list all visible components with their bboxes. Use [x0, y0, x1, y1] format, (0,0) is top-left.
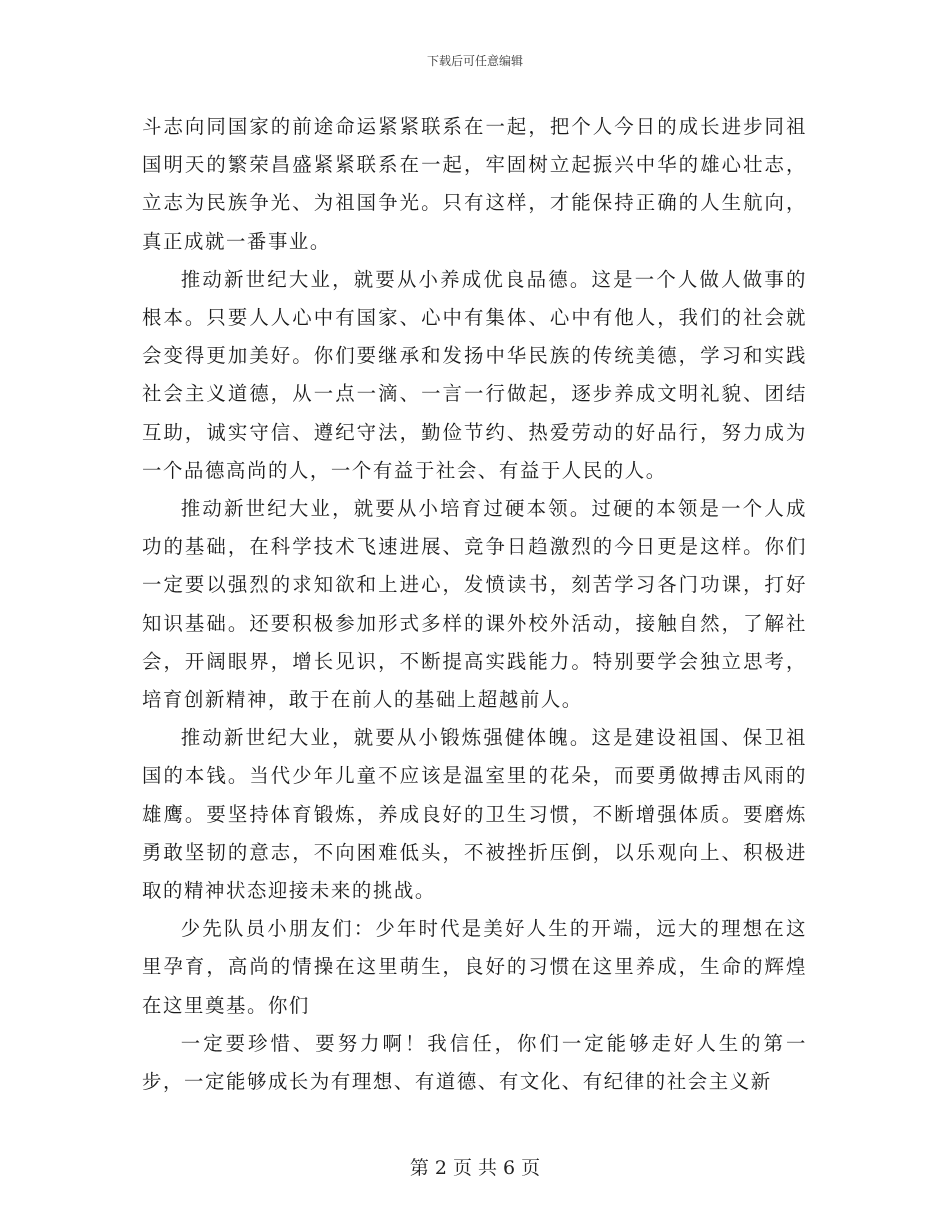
page-number-footer: 第 2 页 共 6 页 [409, 1157, 541, 1179]
document-body [142, 108, 807, 1101]
paragraph: 一定要珍惜、要努力啊！我信任，你们一定能够走好人生的第一步，一定能够成长为有理想、有道德、有文化、有纪律的社会主义新 [142, 1031, 807, 1094]
paragraph: 推动新世纪大业，就要从小养成优良品德。这是一个人做人做事的根本。只要人人心中有国家、心中有集体、心中有他人，我们的社会就会变得更加美好。你们要继承和发扬中华民族的传统美德，学习和实践社会主义道德，从一点一滴、一言一行做起，逐步养成文明礼貌、团结互助，诚实守信、遵纪守法，勤俭节约、热爱劳动的好品行，努力成为一个品德高尚的人，一个有益于社会、有益于人民的人。 [142, 267, 807, 482]
paragraph: 斗志向同国家的前途命运紧紧联系在一起，把个人今日的成长进步同祖国明天的繁荣昌盛紧紧联系在一起，牢固树立起振兴中华的雄心壮志，立志为民族争光、为祖国争光。只有这样，才能保持正确的人生航向，真正成就一番事业。 [142, 115, 807, 253]
paragraph: 少先队员小朋友们：少年时代是美好人生的开端，远大的理想在这里孕育，高尚的情操在这里萌生，良好的习惯在这里养成，生命的辉煌在这里奠基。你们 [142, 917, 807, 1017]
paragraph: 推动新世纪大业，就要从小锻炼强健体魄。这是建设祖国、保卫祖国的本钱。当代少年儿童不应该是温室里的花朵，而要勇做搏击风雨的雄鹰。要坚持体育锻炼，养成良好的卫生习惯，不断增强体质。要磨炼勇敢坚韧的意志，不向困难低头，不被挫折压倒，以乐观向上、积极进取的精神状态迎接未来的挑战。 [142, 726, 807, 903]
page-header: 下载后可任意编辑 [426, 54, 523, 68]
paragraph: 推动新世纪大业，就要从小培育过硬本领。过硬的本领是一个人成功的基础，在科学技术飞速进展、竞争日趋激烈的今日更是这样。你们一定要以强烈的求知欲和上进心，发愤读书，刻苦学习各门功课，打好知识基础。还要积极参加形式多样的课外校外活动，接触自然，了解社会，开阔眼界，增长见识，不断提高实践能力。特别要学会独立思考，培育创新精神，敢于在前人的基础上超越前人。 [142, 497, 807, 712]
